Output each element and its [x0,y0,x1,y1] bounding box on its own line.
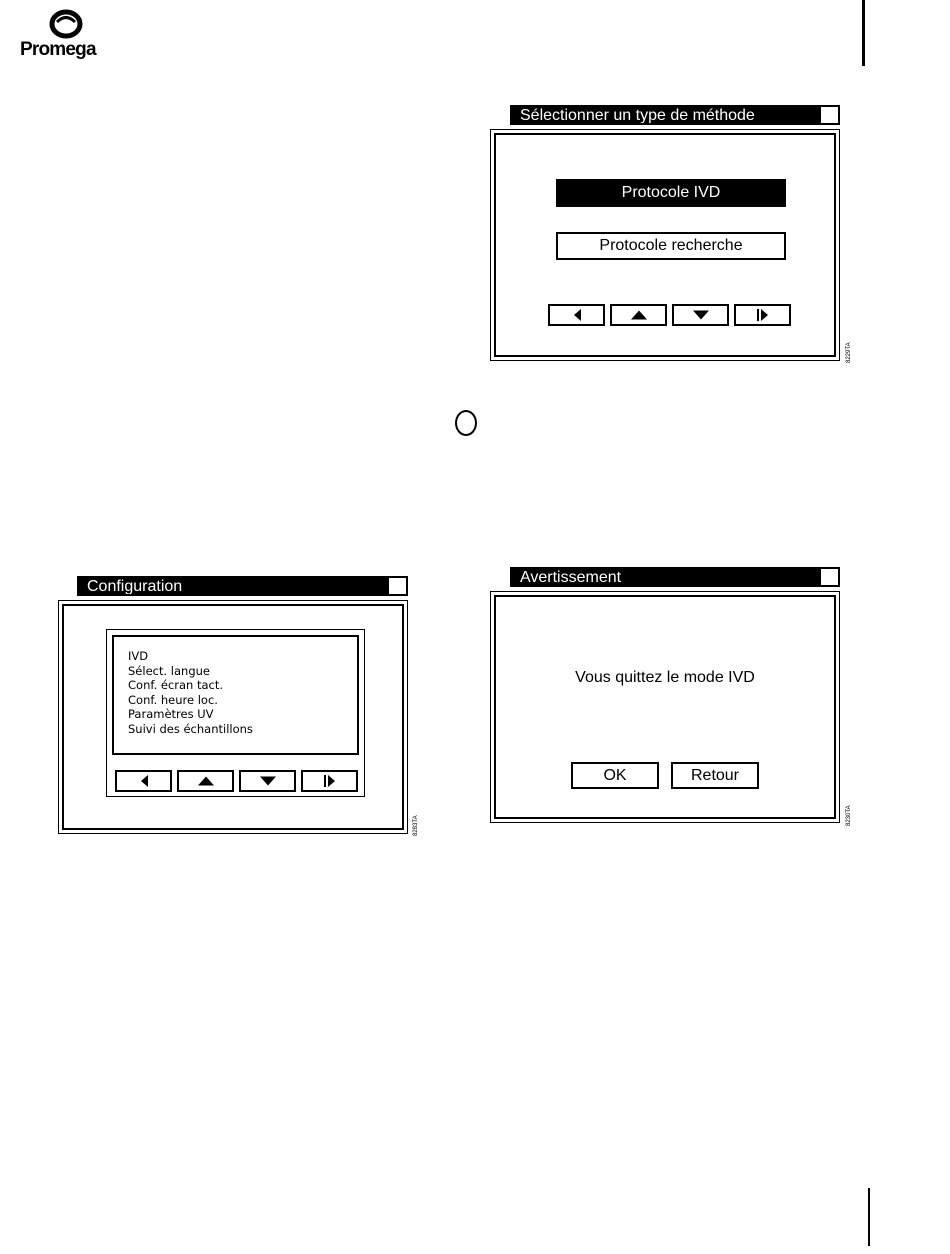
window-title: Sélectionner un type de méthode [512,107,819,123]
ok-button[interactable]: OK [571,762,659,789]
nav-right-button[interactable] [301,770,358,792]
left-arrow-icon [139,775,149,787]
list-item-language[interactable]: Sélect. langue [128,663,210,678]
promega-logo [20,9,112,61]
list-item-ivd[interactable]: IVD [128,649,149,663]
figure-id: 8230TA [846,805,852,826]
down-arrow-icon [260,777,276,786]
nav-down-button[interactable] [239,770,296,792]
window-close-box[interactable] [819,107,838,123]
page-edge-rule [862,0,865,66]
list-item-uv-settings[interactable]: Paramètres UV [128,707,214,722]
screen-frame [490,591,840,823]
window-title: Avertissement [512,569,819,585]
up-arrow-icon [631,311,647,320]
list-item-local-time[interactable]: Conf. heure loc. [128,692,218,707]
step-marker-circle [455,410,477,436]
nav-right-button[interactable] [734,304,791,326]
nav-left-button[interactable] [115,770,172,792]
promega-wordmark: Promega [20,39,96,60]
promega-logo-mark [49,9,83,39]
nav-down-button[interactable] [672,304,729,326]
screen-inner-frame [494,595,836,819]
back-button[interactable]: Retour [671,762,759,789]
left-arrow-icon [572,309,582,321]
window-close-box[interactable] [819,569,838,585]
window-title: Configuration [79,578,387,594]
window-title-bar [510,105,840,125]
page-edge-rule [868,1188,870,1246]
list-item-touchscreen[interactable]: Conf. écran tact. [128,678,224,693]
nav-up-button[interactable] [177,770,234,792]
window-close-box[interactable] [387,578,406,594]
up-arrow-icon [198,777,214,786]
warning-message: Vous quittez le mode IVD [575,669,755,686]
window-title-bar [77,576,408,596]
figure-id: 8283TA [413,815,419,836]
figure-id: 8229TA [846,342,852,363]
right-arrow-icon [324,775,336,787]
list-item-sample-tracking[interactable]: Suivi des échantillons [128,721,253,736]
nav-left-button[interactable] [548,304,605,326]
ivd-protocol-button[interactable]: Protocole IVD [556,179,786,207]
settings-list [112,635,359,755]
nav-up-button[interactable] [610,304,667,326]
window-title-bar [510,567,840,587]
research-protocol-button[interactable]: Protocole recherche [556,232,786,260]
down-arrow-icon [693,311,709,320]
settings-list-panel [106,629,365,797]
right-arrow-icon [757,309,769,321]
